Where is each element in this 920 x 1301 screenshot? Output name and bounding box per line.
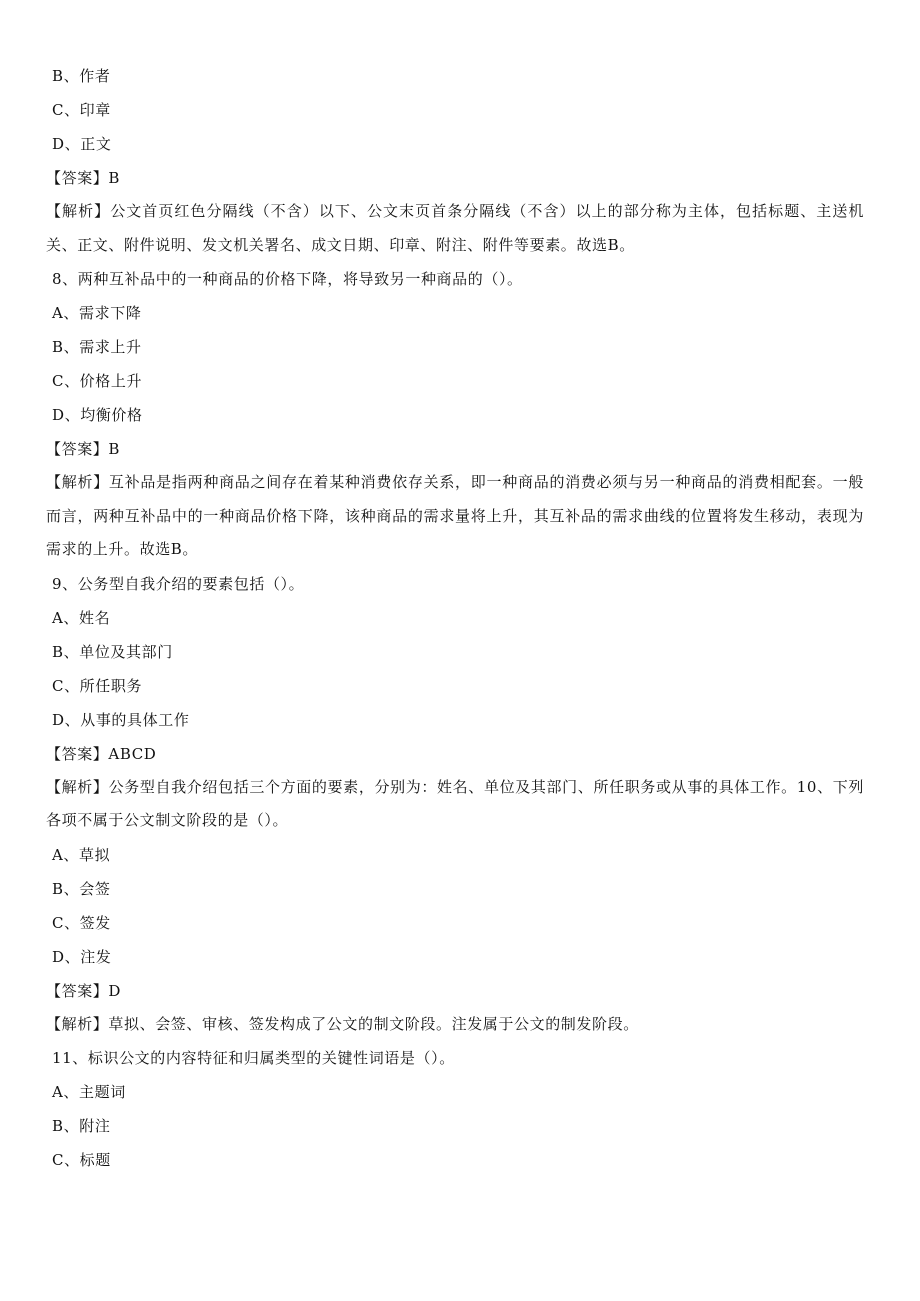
q8-option-a: A、需求下降: [52, 304, 142, 322]
analysis-q9-and-question-10: 【解析】公务型自我介绍包括三个方面的要素，分别为：姓名、单位及其部门、所任职务或从事的具体工作。10、下列各项不属于公文制文阶段的是（）。: [46, 777, 864, 829]
question-11: 11、标识公文的内容特征和归属类型的关键性词语是（）。: [52, 1049, 455, 1067]
q10-option-d: D、注发: [52, 947, 112, 966]
document-content: [46, 59, 864, 1177]
question-9: 9、公务型自我介绍的要素包括（）。: [52, 574, 305, 593]
q11-option-b: B、附注: [52, 1117, 111, 1135]
q8-option-b: B、需求上升: [52, 338, 142, 356]
option-c-seal: C、印章: [52, 101, 111, 119]
answer-q9: 【答案】ABCD: [46, 744, 157, 763]
question-8: 8、两种互补品中的一种商品的价格下降，将导致另一种商品的（）。: [52, 270, 523, 288]
q10-option-b: B、会签: [52, 879, 111, 898]
q8-option-c: C、价格上升: [52, 372, 143, 390]
q9-option-c: C、所任职务: [52, 676, 143, 695]
answer-q10: 【答案】D: [46, 981, 122, 1000]
q10-option-a: A、草拟: [52, 845, 111, 864]
q11-option-a: A、主题词: [52, 1083, 126, 1101]
q11-option-c: C、标题: [52, 1151, 111, 1169]
analysis-q7: 【解析】公文首页红色分隔线（不含）以下、公文末页首条分隔线（不含）以上的部分称为主体，包括标题、主送机关、正文、附件说明、发文机关署名、成文日期、印章、附注、附件等要素。故选B。: [46, 202, 864, 254]
q8-option-d: D、均衡价格: [52, 406, 143, 424]
q9-option-b: B、单位及其部门: [52, 642, 173, 661]
analysis-q8: 【解析】互补品是指两种商品之间存在着某种消费依存关系，即一种商品的消费必须与另一种商品的消费相配套。一般而言，两种互补品中的一种商品价格下降，该种商品的需求量将上升，其互补品的需求曲线的位置将发生移动，表现为需求的上升。故选B。: [46, 473, 864, 558]
answer-q8: 【答案】B: [46, 440, 121, 458]
q10-option-c: C、签发: [52, 913, 111, 932]
q9-option-a: A、姓名: [52, 608, 111, 627]
analysis-q10: 【解析】草拟、会签、审核、签发构成了公文的制文阶段。注发属于公文的制发阶段。: [46, 1014, 639, 1033]
answer-q7: 【答案】B: [46, 169, 121, 187]
q9-option-d: D、从事的具体工作: [52, 710, 190, 729]
option-d-body: D、正文: [52, 135, 112, 153]
option-b-author: B、作者: [52, 67, 111, 85]
